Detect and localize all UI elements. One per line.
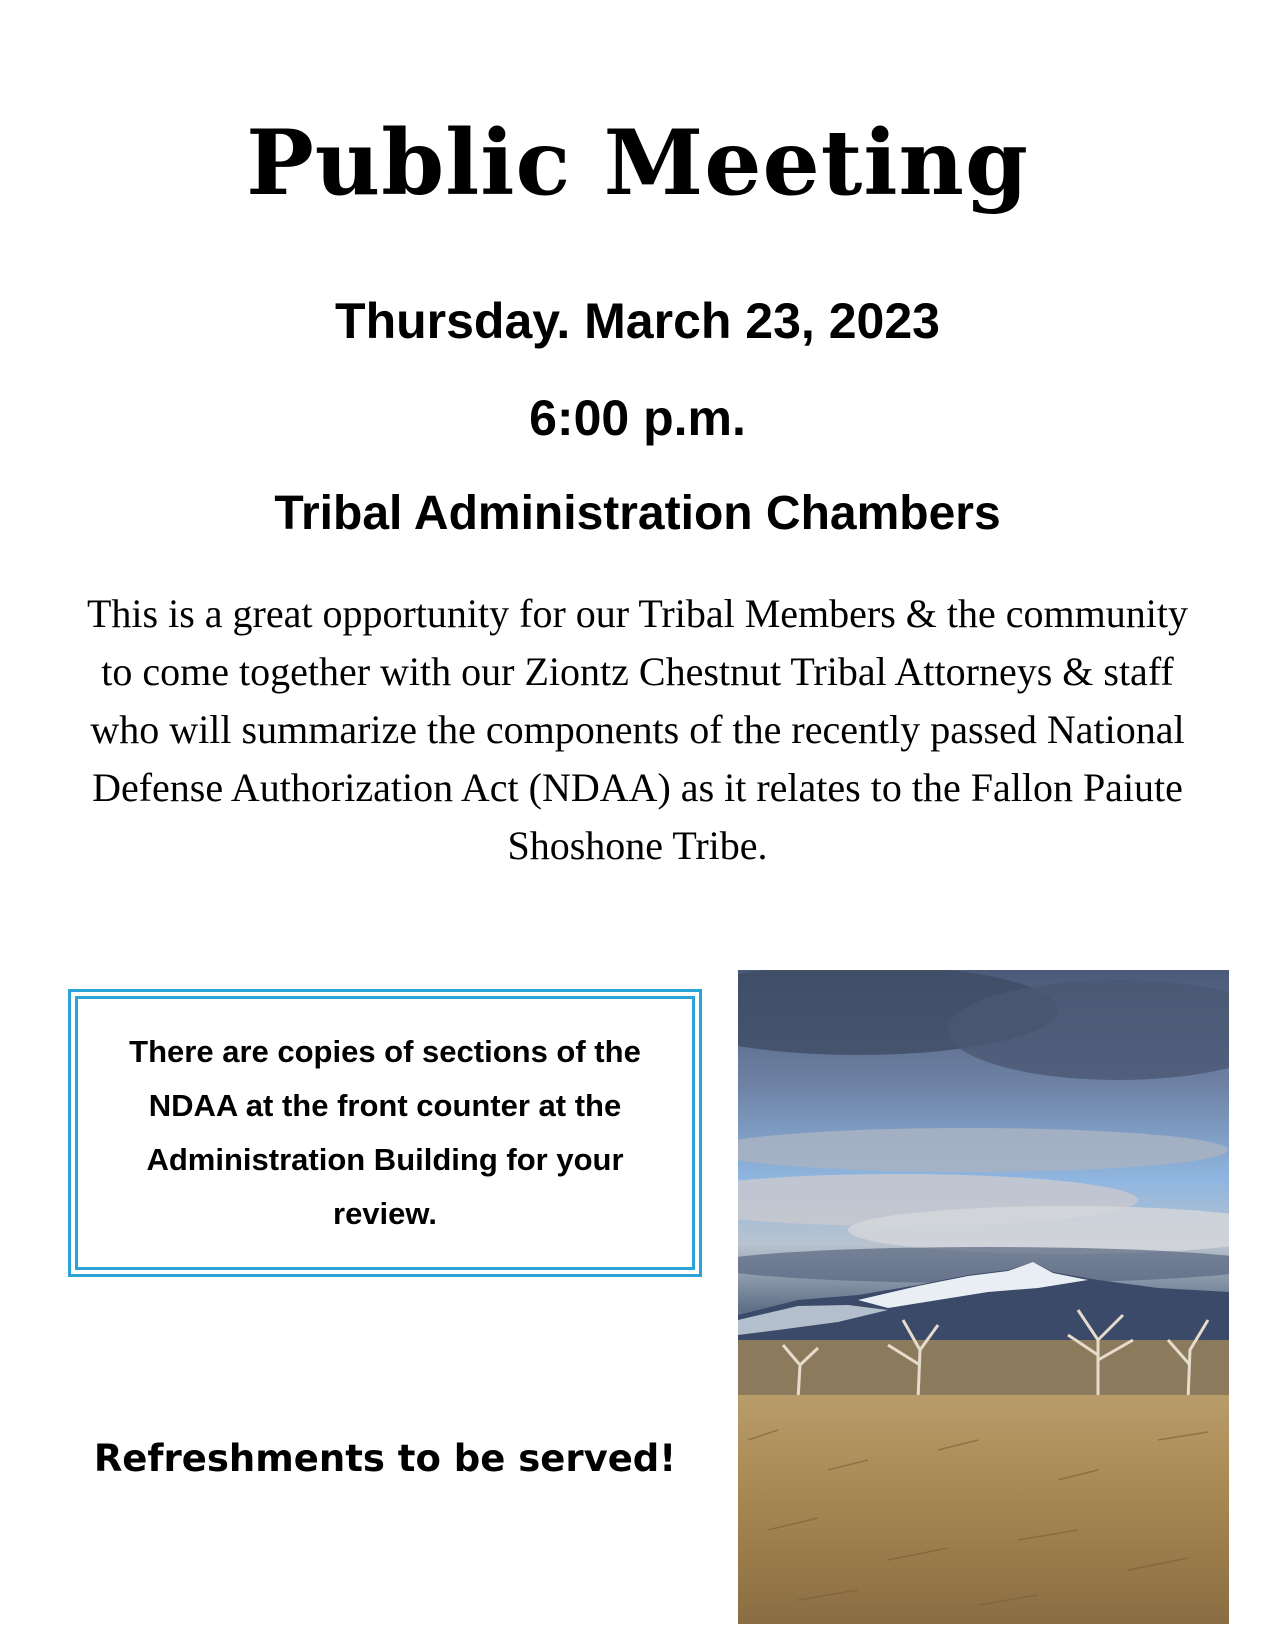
landscape-photo [738,970,1229,1624]
notice-box [68,989,702,1277]
notice-box-inner [75,996,695,1270]
meeting-date: Thursday. March 23, 2023 [335,293,940,349]
refreshments-text: Refreshments to be served! [93,1437,677,1480]
notice-text: There are copies of sections of the NDAA at the front counter at the Administration Building for your review. [129,1034,641,1231]
meeting-time: 6:00 p.m. [529,390,746,446]
meeting-description: This is a great opportunity for our Tribal Members & the community to come together with our Ziontz Chestnut Tribal Attorneys & staff who will summarize the components of the recently passed National Defense Authorization Act (NDAA) as it relates to the Fallon Paiute Shoshone Tribe. [87,591,1188,868]
page-title: Public Meeting [246,110,1029,216]
meeting-location: Tribal Administration Chambers [274,487,1001,540]
